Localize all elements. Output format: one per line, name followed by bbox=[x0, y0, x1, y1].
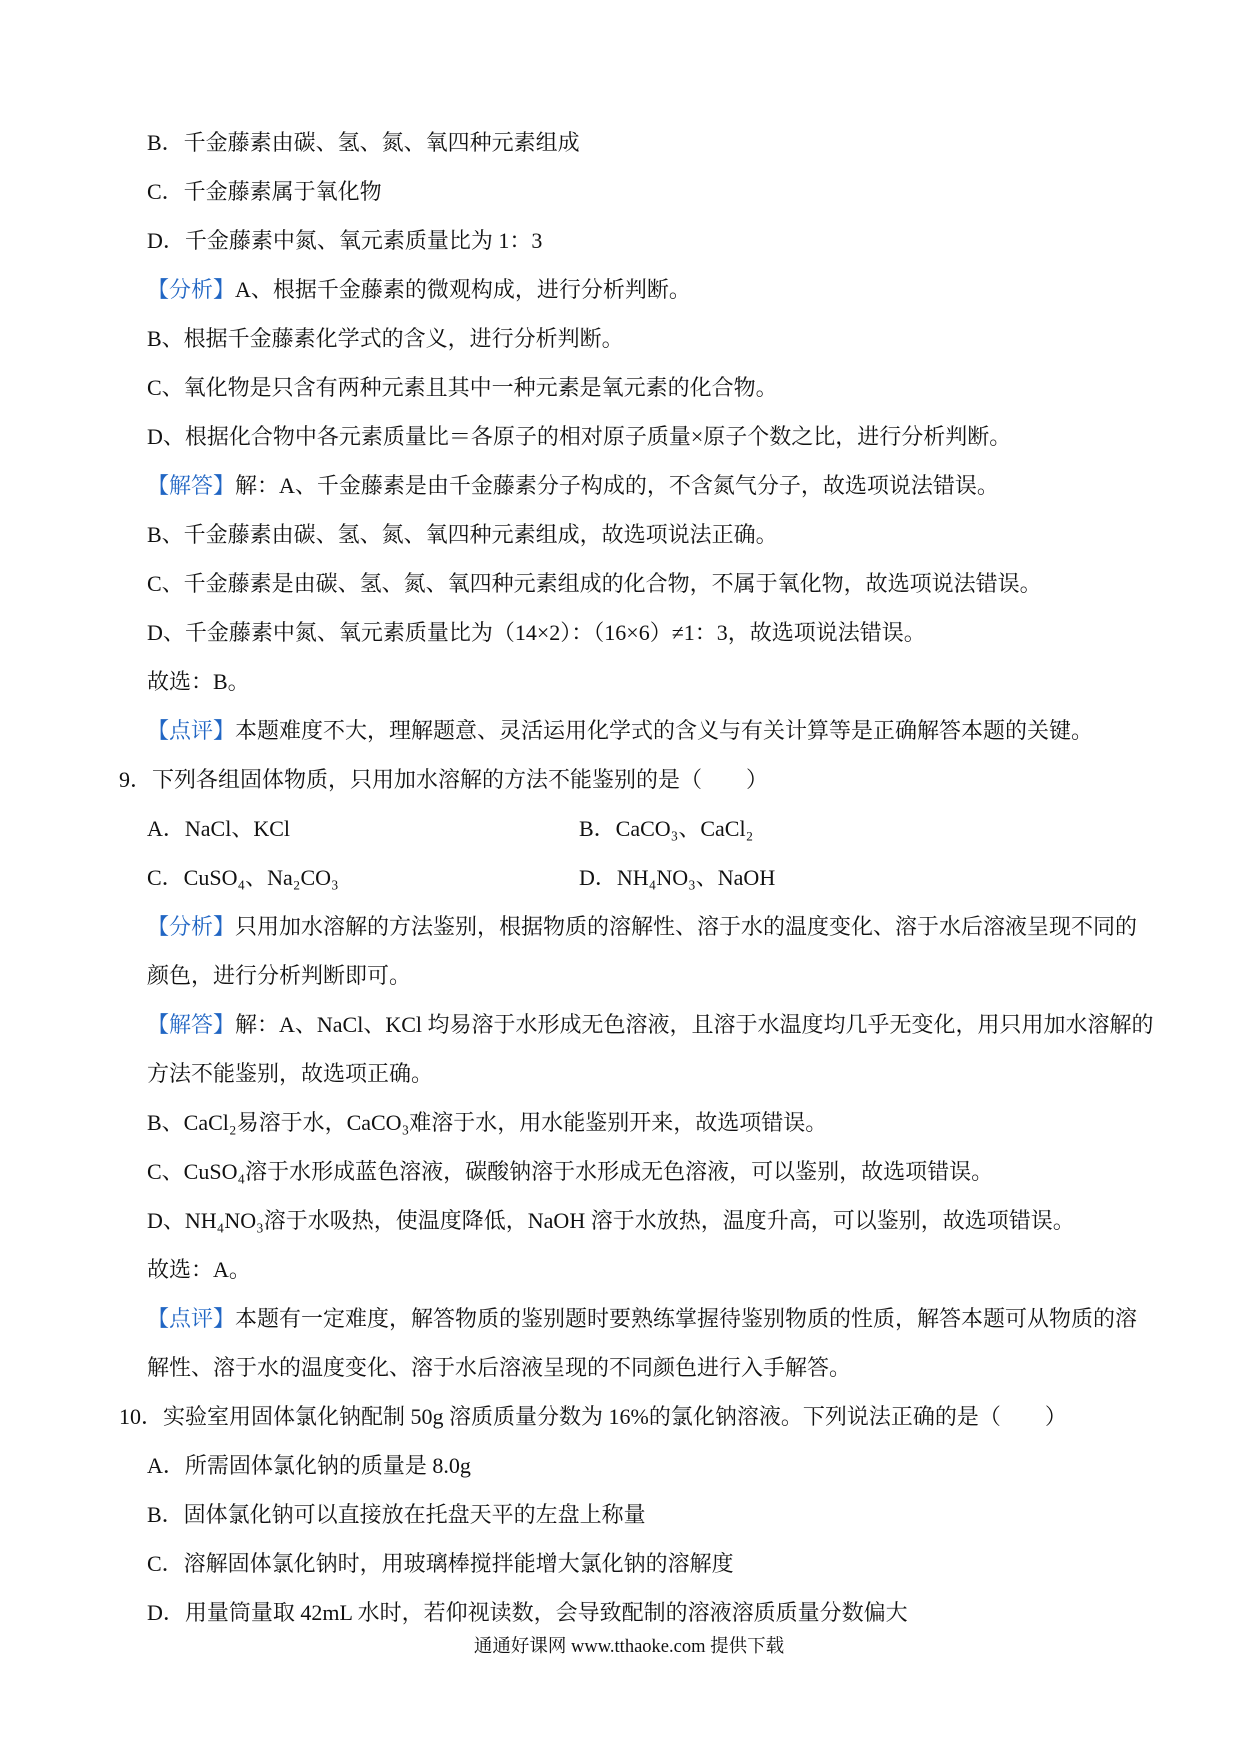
analysis-text: 只用加水溶解的方法鉴别，根据物质的溶解性、溶于水的温度变化、溶于水后溶液呈现不同的 bbox=[235, 914, 1138, 939]
q8-analysis-line: B、根据千金藤素化学式的含义，进行分析判断。 bbox=[147, 326, 624, 351]
q10-option-d: D．用量筒量取 42mL 水时，若仰视读数，会导致配制的溶液溶质质量分数偏大 bbox=[147, 1600, 908, 1625]
q9-option-a: A．NaCl、KCl bbox=[147, 816, 291, 841]
page-content bbox=[119, 118, 1179, 1637]
question-10 bbox=[119, 1392, 1179, 1637]
answer-text: 解：A、千金藤素是由千金藤素分子构成的，不含氮气分子，故选项说法错误。 bbox=[235, 473, 999, 498]
q9-answer-line: B、CaCl₂易溶于水，CaCO₃难溶于水，用水能鉴别开来，故选项错误。 bbox=[147, 1110, 828, 1135]
q9-stem-line bbox=[119, 755, 1179, 804]
q9-answer-line: 方法不能鉴别，故选项正确。 bbox=[147, 1061, 434, 1086]
q8-answer-line: D、千金藤素中氮、氧元素质量比为（14×2）：（16×6）≠1：3，故选项说法错误。 bbox=[147, 620, 926, 645]
question-number: 10． bbox=[119, 1404, 164, 1429]
answer-text: 解：A、NaCl、KCl 均易溶于水形成无色溶液，且溶于水温度均几乎无变化，用只用加水溶解的 bbox=[235, 1012, 1154, 1037]
q8-answer-line: B、千金藤素由碳、氢、氮、氧四种元素组成，故选项说法正确。 bbox=[147, 522, 778, 547]
q10-option-a: A．所需固体氯化钠的质量是 8.0g bbox=[147, 1453, 471, 1478]
q9-answer-conclusion: 故选：A。 bbox=[147, 1257, 251, 1282]
q8-analysis-line: C、氧化物是只含有两种元素且其中一种元素是氧元素的化合物。 bbox=[147, 375, 778, 400]
answer-label: 【解答】 bbox=[147, 1012, 236, 1037]
q9-option-b: B．CaCO₃、CaCl₂ bbox=[579, 816, 754, 841]
q10-option-c: C．溶解固体氯化钠时，用玻璃棒搅拌能增大氯化钠的溶解度 bbox=[147, 1551, 734, 1576]
q9-answer-line bbox=[119, 1000, 1179, 1049]
q9-option-d: D．NH₄NO₃、NaOH bbox=[579, 865, 776, 890]
question-8 bbox=[119, 118, 1179, 755]
analysis-label: 【分析】 bbox=[147, 277, 236, 302]
question-number: 9． bbox=[119, 767, 153, 792]
q9-options-row bbox=[119, 853, 1179, 902]
q9-option-c: C．CuSO₄、Na₂CO₃ bbox=[147, 865, 339, 890]
comment-label: 【点评】 bbox=[147, 718, 236, 743]
question-9 bbox=[119, 755, 1179, 1392]
answer-label: 【解答】 bbox=[147, 473, 236, 498]
q9-answer-line: D、NH₄NO₃溶于水吸热，使温度降低，NaOH 溶于水放热，温度升高，可以鉴别，故选项错误。 bbox=[147, 1208, 1075, 1233]
q8-option-b: B．千金藤素由碳、氢、氮、氧四种元素组成 bbox=[147, 130, 580, 155]
q9-answer-line: C、CuSO₄溶于水形成蓝色溶液，碳酸钠溶于水形成无色溶液，可以鉴别，故选项错误。 bbox=[147, 1159, 994, 1184]
q8-answer-line bbox=[119, 461, 1179, 510]
analysis-label: 【分析】 bbox=[147, 914, 236, 939]
q9-comment-line: 解性、溶于水的温度变化、溶于水后溶液呈现的不同颜色进行入手解答。 bbox=[147, 1355, 852, 1380]
q9-comment-line bbox=[119, 1294, 1179, 1343]
q8-comment-line bbox=[119, 706, 1179, 755]
q8-answer-conclusion: 故选：B。 bbox=[147, 669, 250, 694]
q8-answer-line: C、千金藤素是由碳、氢、氮、氧四种元素组成的化合物，不属于氧化物，故选项说法错误。 bbox=[147, 571, 1042, 596]
q8-option-c: C．千金藤素属于氧化物 bbox=[147, 179, 382, 204]
comment-text: 本题难度不大，理解题意、灵活运用化学式的含义与有关计算等是正确解答本题的关键。 bbox=[235, 718, 1094, 743]
comment-text: 本题有一定难度，解答物质的鉴别题时要熟练掌握待鉴别物质的性质，解答本题可从物质的溶 bbox=[235, 1306, 1138, 1331]
q9-analysis-line: 颜色，进行分析判断即可。 bbox=[147, 963, 412, 988]
q8-analysis-line bbox=[119, 265, 1179, 314]
q8-analysis-line: D、根据化合物中各元素质量比＝各原子的相对原子质量×原子个数之比，进行分析判断。 bbox=[147, 424, 1012, 449]
page-footer-watermark: 通通好课网 www.tthaoke.com 提供下载 bbox=[473, 1637, 785, 1657]
question-stem: 下列各组固体物质，只用加水溶解的方法不能鉴别的是（ ） bbox=[152, 767, 769, 792]
comment-label: 【点评】 bbox=[147, 1306, 236, 1331]
analysis-text: A、根据千金藤素的微观构成，进行分析判断。 bbox=[235, 277, 691, 302]
q8-option-d: D．千金藤素中氮、氧元素质量比为 1：3 bbox=[147, 228, 543, 253]
q10-option-b: B．固体氯化钠可以直接放在托盘天平的左盘上称量 bbox=[147, 1502, 646, 1527]
question-stem: 实验室用固体氯化钠配制 50g 溶质质量分数为 16%的氯化钠溶液。下列说法正确的是（ ） bbox=[163, 1404, 1067, 1429]
q9-analysis-line bbox=[119, 902, 1179, 951]
q10-stem-line bbox=[119, 1392, 1179, 1441]
q9-options-row bbox=[119, 804, 1179, 853]
